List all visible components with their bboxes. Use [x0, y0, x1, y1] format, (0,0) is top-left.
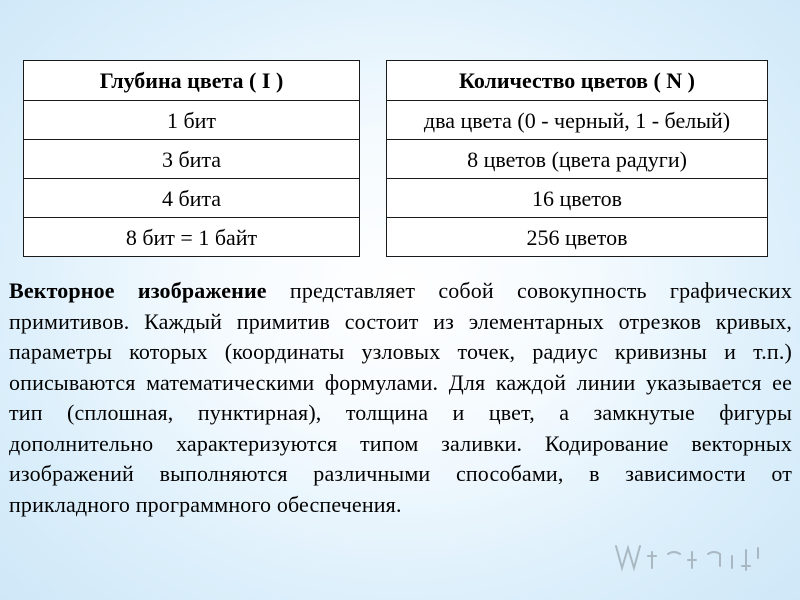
color-count-cell: 16 цветов [387, 178, 767, 217]
vector-image-paragraph [9, 276, 792, 520]
watermark-logo-icon [608, 536, 768, 578]
color-depth-header: Глубина цвета ( I ) [99, 68, 284, 93]
color-count-header: Количество цветов ( N ) [458, 68, 696, 93]
color-depth-cell: 1 бит [24, 100, 359, 139]
color-count-cell: 8 цветов (цвета радуги) [387, 139, 767, 178]
color-count-table [386, 60, 768, 257]
color-depth-table [23, 60, 360, 257]
color-depth-cell: 8 бит = 1 байт [24, 217, 359, 256]
color-count-cell: два цвета (0 - черный, 1 - белый) [387, 100, 767, 139]
color-depth-cell: 3 бита [24, 139, 359, 178]
color-depth-cell: 4 бита [24, 178, 359, 217]
paragraph-lead-term: Векторное изображение [9, 278, 267, 303]
color-count-cell: 256 цветов [387, 217, 767, 256]
paragraph-body-text: представляет собой совокупность графических примитивов. Каждый примитив состоит из элементарных отрезков кривых, параметры которых (координаты узловых точек, радиус кривизны и т.п.) описываются математическими формулами. Для каждой линии указывается ее тип (сплошная, пунктирная), толщина и цвет, а замкнутые фигуры дополнительно характеризуются типом заливки. Кодирование векторных изображений выполняются различными способами, в зависимости от прикладного программного обеспечения. [9, 278, 792, 517]
